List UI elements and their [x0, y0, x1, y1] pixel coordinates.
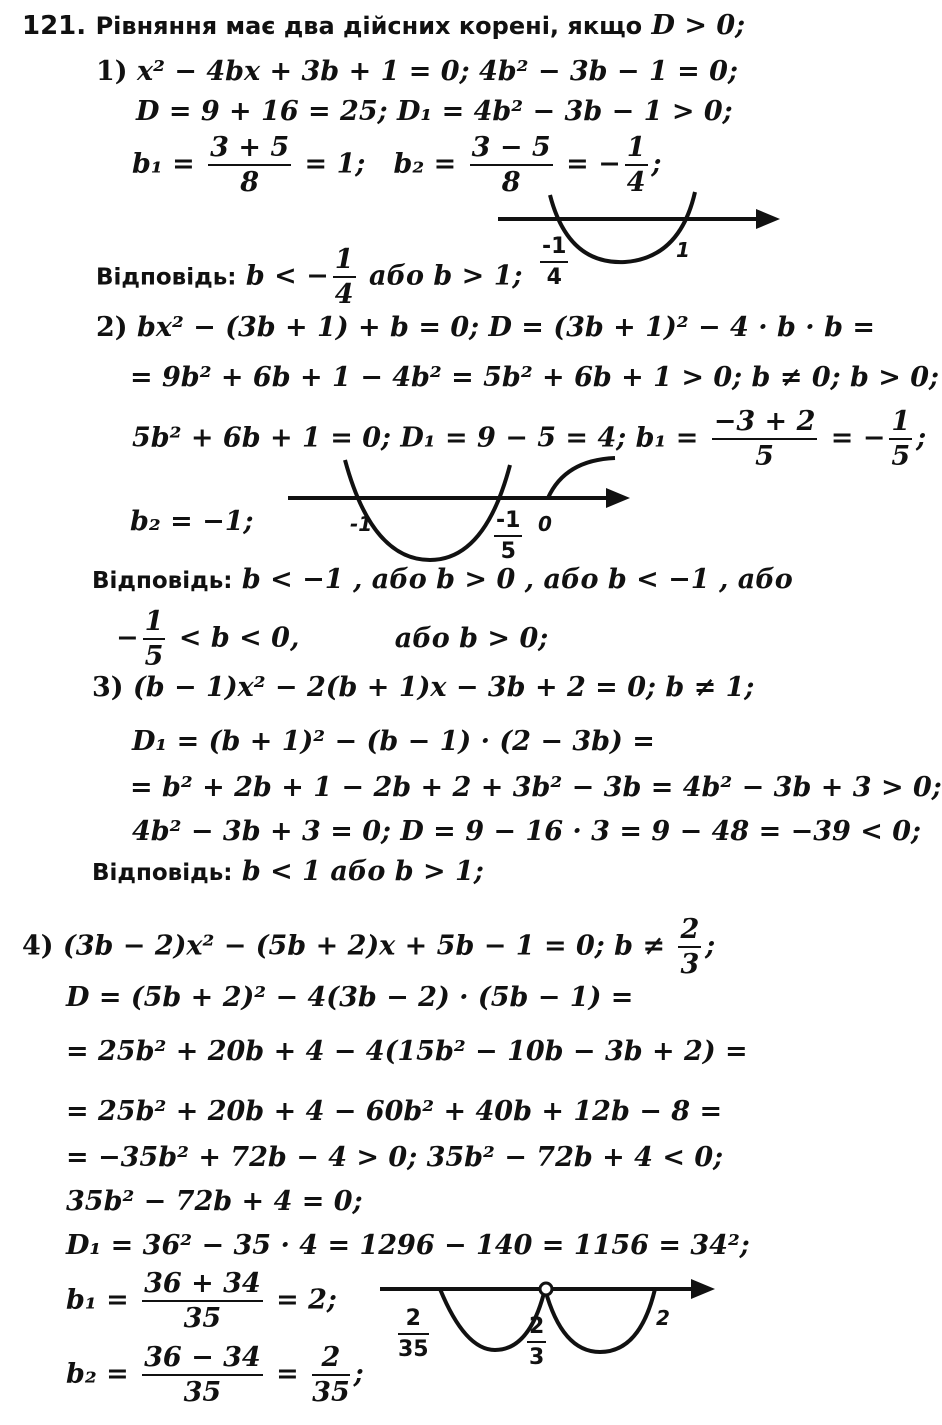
problem-condition: D > 0; [651, 10, 746, 41]
p3-answer: Відповідь: b < 1 або b > 1; [92, 856, 484, 887]
p2-axis-root-b: $\frac{-1}{5}$ [496, 508, 521, 564]
p4-line5: = −35b² + 72b − 4 > 0; 35b² − 72b + 4 < 0; [66, 1142, 724, 1173]
p4-axis-root-b: $\frac{2}{3}$ [529, 1314, 545, 1370]
p2-line4: b₂ = −1; [130, 506, 254, 537]
p4-line4: = 25b² + 20b + 4 − 60b² + 40b + 12b − 8 = [66, 1096, 723, 1127]
p2-answer: Відповідь: b < −1 , або b > 0 , або b < −1 , або [92, 564, 793, 595]
p4-root2: b₂ = $\frac{36 - 34}{35}$ = $\frac{2}{35}$ ; [66, 1342, 364, 1408]
p1-line1: 1) x² − 4bx + 3b + 1 = 0; 4b² − 3b − 1 = 0; [96, 56, 738, 87]
p1-answer: Відповідь: b < − $\frac{1}{4}$ або b > 1; [96, 244, 523, 310]
p3-line3: = b² + 2b + 1 − 2b + 2 + 3b² − 3b = 4b² − 3b + 3 > 0; [130, 772, 942, 803]
p1-axis-root-left: $\frac{-1}{4}$ [542, 234, 567, 290]
p2-axis-zero: 0 [538, 512, 552, 536]
p1-line2: D = 9 + 16 = 25; D₁ = 4b² − 3b − 1 > 0; [136, 96, 733, 127]
p4-line3: = 25b² + 20b + 4 − 4(15b² − 10b − 3b + 2) = [66, 1036, 748, 1067]
p4-line6: 35b² − 72b + 4 = 0; [66, 1186, 363, 1217]
p3-line4: 4b² − 3b + 3 = 0; D = 9 − 16 · 3 = 9 − 48 = −39 < 0; [132, 816, 921, 847]
p1-roots: b₁ = $\frac{3 + 5}{8}$ = 1; b₂ = $\frac{3 - 5}{8}$ = − $\frac{1}{4}$ ; [132, 132, 662, 198]
p4-line1: 4) (3b − 2)x² − (5b + 2)x + 5b − 1 = 0; b ≠ $\frac{2}{3}$ ; [22, 914, 716, 980]
p4-line7: D₁ = 36² − 35 · 4 = 1296 − 140 = 1156 = 34²; [66, 1230, 750, 1261]
p2-line1: 2) bx² − (3b + 1) + b = 0; D = (3b + 1)² − 4 · b · b = [96, 312, 875, 343]
p2-line2: = 9b² + 6b + 1 − 4b² = 5b² + 6b + 1 > 0; b ≠ 0; b > 0; [130, 362, 940, 393]
problem-number: 121. [22, 11, 87, 41]
p3-line1: 3) (b − 1)x² − 2(b + 1)x − 3b + 2 = 0; b ≠ 1; [92, 672, 755, 703]
p1-axis-root-right: 1 [676, 238, 690, 262]
p2-axis-root-a: -1 [350, 512, 373, 536]
problem-statement: Рівняння має два дійсних корені, якщо [95, 12, 643, 40]
p3-line2: D₁ = (b + 1)² − (b − 1) · (2 − 3b) = [132, 726, 655, 757]
p2-line3: 5b² + 6b + 1 = 0; D₁ = 9 − 5 = 4; b₁ = $\frac{-3 + 2}{5}$ = − $\frac{1}{5}$ ; [132, 406, 927, 472]
p4-axis-root-a: $\frac{2}{35}$ [398, 1306, 429, 1362]
p2-answer-cont: − $\frac{1}{5}$ < b < 0, або b > 0; [116, 606, 549, 672]
p4-line2: D = (5b + 2)² − 4(3b − 2) · (5b − 1) = [66, 982, 634, 1013]
p4-root1: b₁ = $\frac{36 + 34}{35}$ = 2; [66, 1268, 337, 1334]
p4-axis-root-c: 2 [656, 1306, 670, 1330]
